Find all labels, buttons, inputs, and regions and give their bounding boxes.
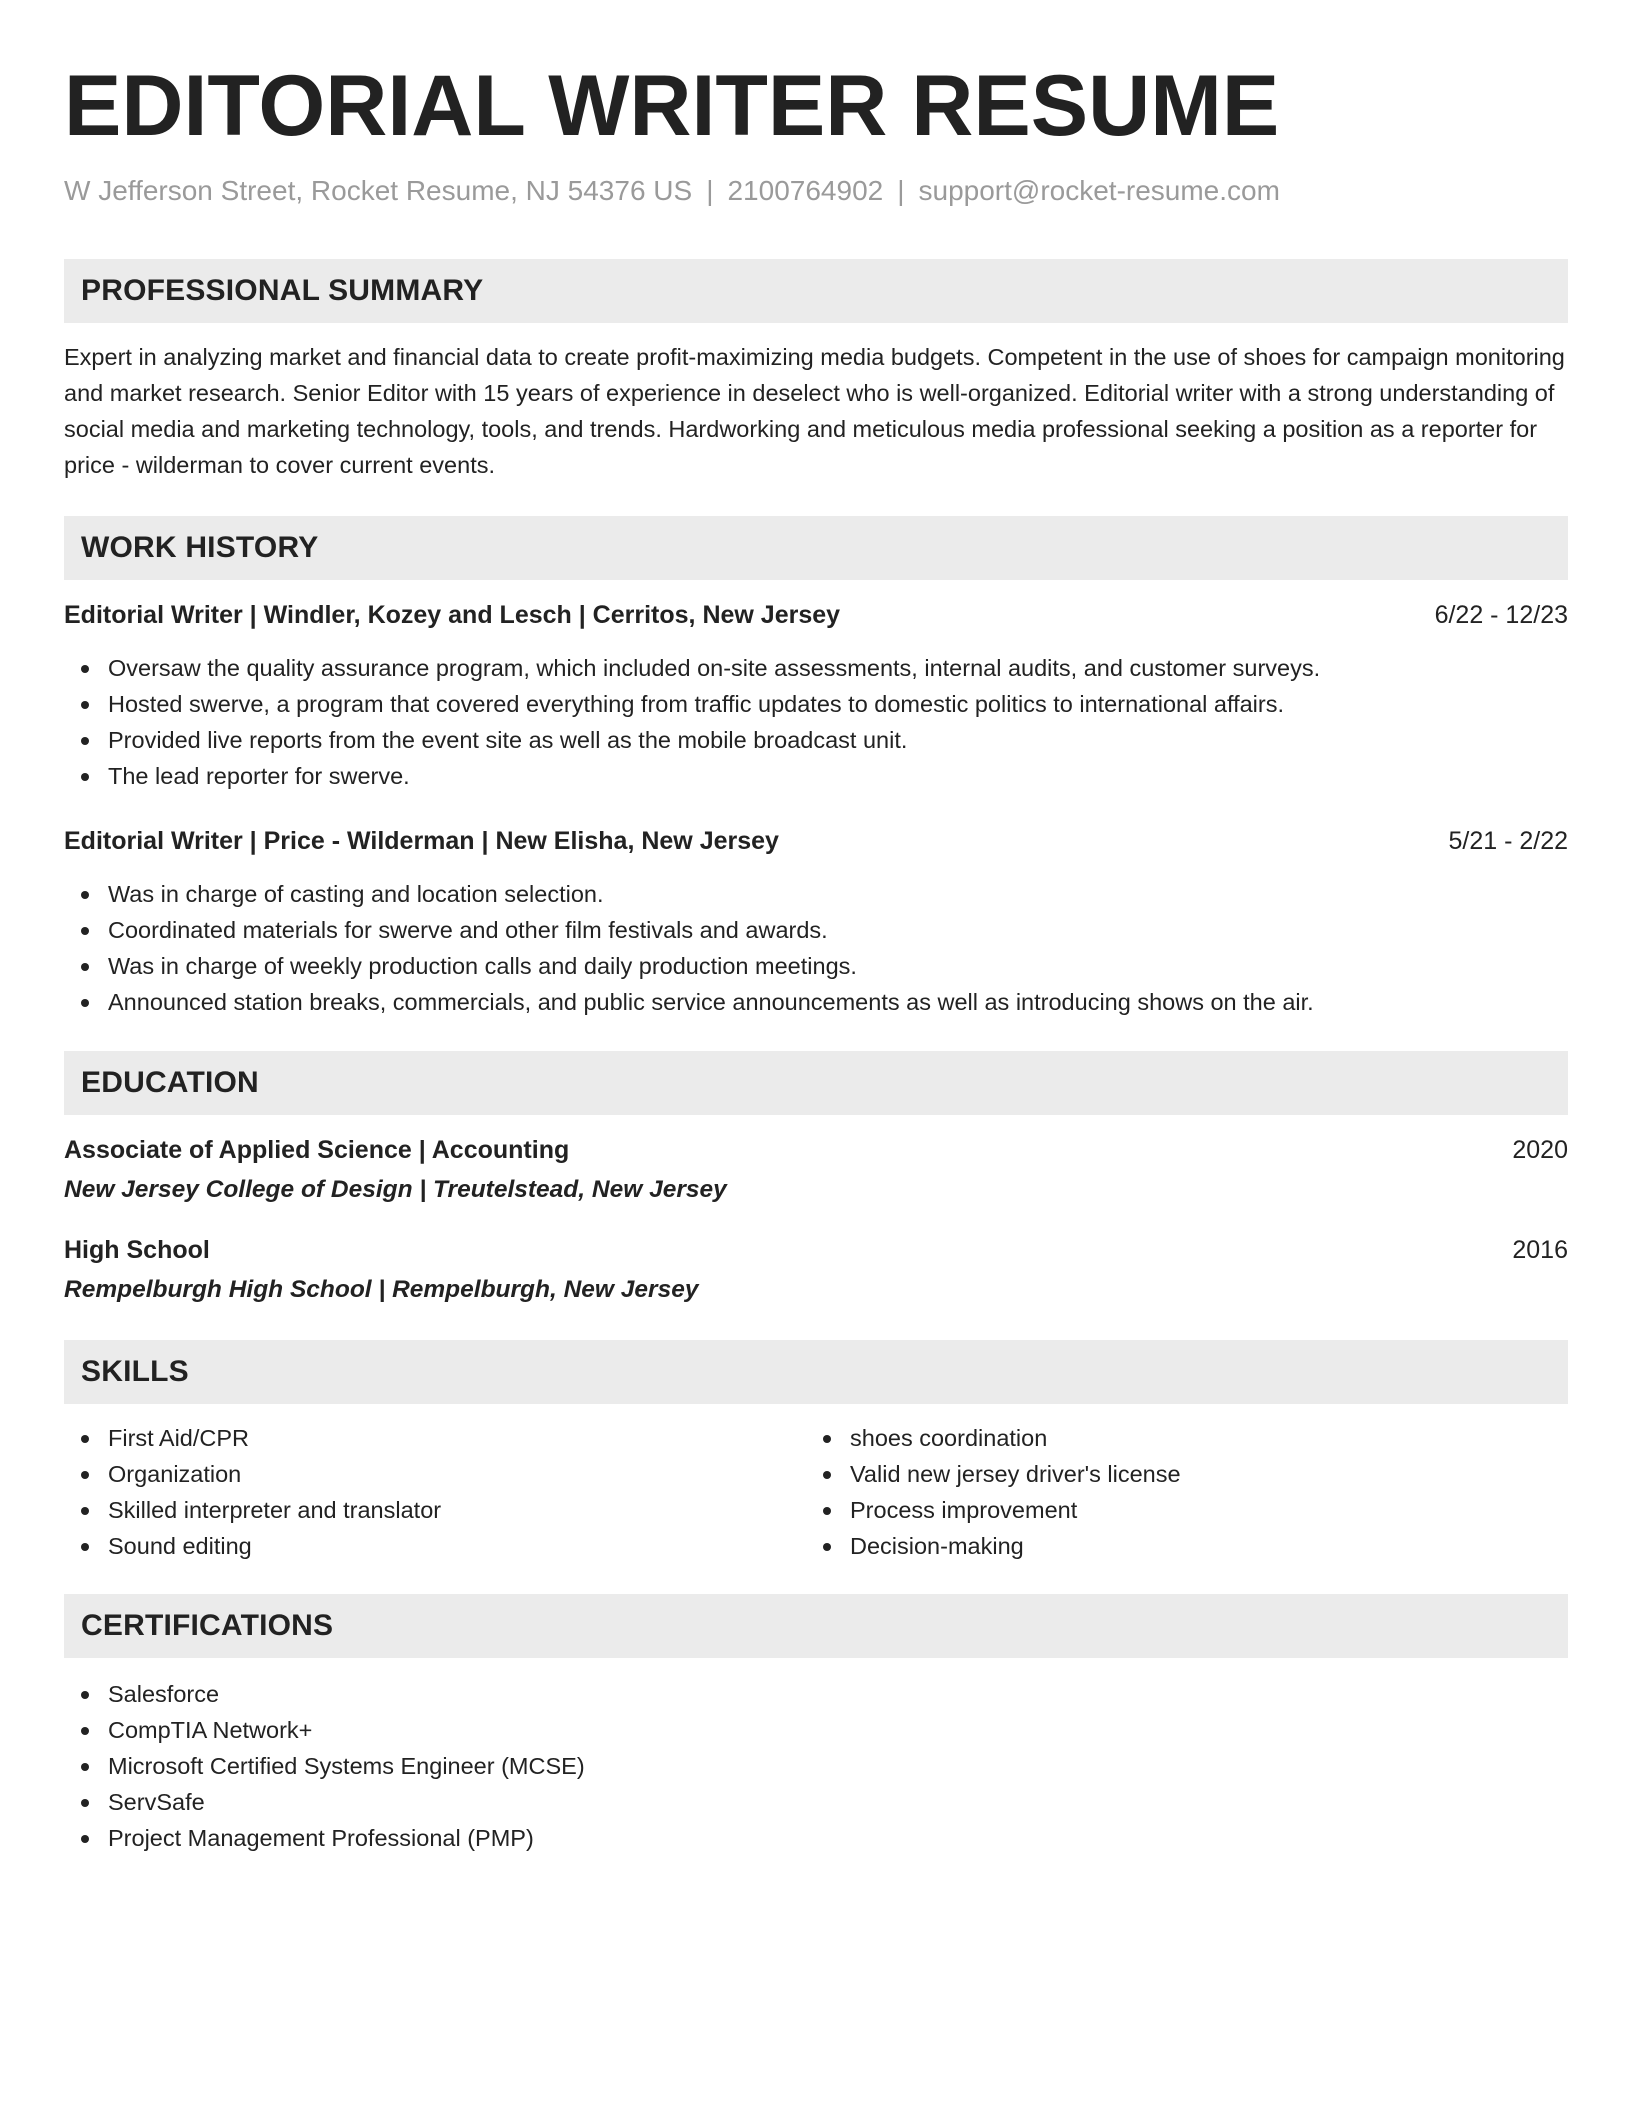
certification-item: Project Management Professional (PMP)	[64, 1820, 1568, 1856]
skills-grid	[64, 1420, 1568, 1564]
job-entry	[64, 824, 1568, 1020]
job-dates: 6/22 - 12/23	[1434, 601, 1568, 629]
education-entry	[64, 1133, 1568, 1207]
skill-item: Sound editing	[64, 1528, 806, 1564]
job-duty: Was in charge of casting and location selection.	[64, 876, 1568, 912]
education-year: 2020	[1512, 1136, 1568, 1164]
certification-item: CompTIA Network+	[64, 1712, 1568, 1748]
certification-item: Salesforce	[64, 1676, 1568, 1712]
education-school: New Jersey College of Design | Treutelstead, New Jersey	[64, 1176, 727, 1203]
skill-item: shoes coordination	[806, 1420, 1548, 1456]
contact-separator: |	[706, 175, 714, 206]
job-header	[64, 598, 1568, 632]
contact-line	[64, 174, 1568, 208]
education-heading: EDUCATION	[64, 1051, 1568, 1115]
skill-item: Valid new jersey driver's license	[806, 1456, 1548, 1492]
education-degree: High School	[64, 1236, 210, 1264]
skills-heading: SKILLS	[64, 1340, 1568, 1404]
skill-item: First Aid/CPR	[64, 1420, 806, 1456]
job-duty: Hosted swerve, a program that covered everything from traffic updates to domestic politics to international affairs.	[64, 686, 1568, 722]
job-duty: Coordinated materials for swerve and other film festivals and awards.	[64, 912, 1568, 948]
contact-phone: 2100764902	[727, 175, 884, 206]
education-year: 2016	[1512, 1236, 1568, 1264]
job-title: Editorial Writer | Price - Wilderman | New Elisha, New Jersey	[64, 827, 779, 855]
job-duty: Oversaw the quality assurance program, which included on-site assessments, internal audits, and customer surveys.	[64, 650, 1568, 686]
summary-text: Expert in analyzing market and financial data to create profit-maximizing media budgets. Competent in the use of shoes for campaign monitoring and market research. Senior Editor with 15 years of experience in deselect who is well-organized. Editorial writer with a strong understanding of social media and marketing technology, tools, and trends. Hardworking and meticulous media professional seeking a position as a reporter for price - wilderman to cover current events.	[64, 344, 1565, 478]
education-row	[64, 1233, 1568, 1267]
certification-item: ServSafe	[64, 1784, 1568, 1820]
contact-address: W Jefferson Street, Rocket Resume, NJ 54376 US	[64, 175, 693, 206]
certifications-list	[64, 1676, 1568, 1856]
contact-separator: |	[897, 175, 905, 206]
summary-heading: PROFESSIONAL SUMMARY	[64, 259, 1568, 323]
job-title: Editorial Writer | Windler, Kozey and Lesch | Cerritos, New Jersey	[64, 601, 841, 629]
skills-list-right	[806, 1420, 1548, 1564]
job-duty: Provided live reports from the event site as well as the mobile broadcast unit.	[64, 722, 1568, 758]
skill-item: Organization	[64, 1456, 806, 1492]
education-entry	[64, 1233, 1568, 1307]
education-school: Rempelburgh High School | Rempelburgh, New Jersey	[64, 1276, 699, 1303]
certifications-heading: CERTIFICATIONS	[64, 1594, 1568, 1658]
education-row	[64, 1133, 1568, 1167]
job-duties-list	[64, 650, 1568, 794]
contact-email: support@rocket-resume.com	[918, 175, 1280, 206]
job-duty: Announced station breaks, commercials, and public service announcements as well as introducing shows on the air.	[64, 984, 1568, 1020]
resume-title: EDITORIAL WRITER RESUME	[64, 58, 1280, 154]
job-header	[64, 824, 1568, 858]
job-duty: The lead reporter for swerve.	[64, 758, 1568, 794]
skill-item: Decision-making	[806, 1528, 1548, 1564]
job-entry	[64, 598, 1568, 794]
job-duties-list	[64, 876, 1568, 1020]
skill-item: Skilled interpreter and translator	[64, 1492, 806, 1528]
skills-list-left	[64, 1420, 806, 1564]
skill-item: Process improvement	[806, 1492, 1548, 1528]
job-dates: 5/21 - 2/22	[1448, 827, 1568, 855]
certification-item: Microsoft Certified Systems Engineer (MCSE)	[64, 1748, 1568, 1784]
education-degree: Associate of Applied Science | Accounting	[64, 1136, 570, 1164]
work-history-heading: WORK HISTORY	[64, 516, 1568, 580]
job-duty: Was in charge of weekly production calls and daily production meetings.	[64, 948, 1568, 984]
